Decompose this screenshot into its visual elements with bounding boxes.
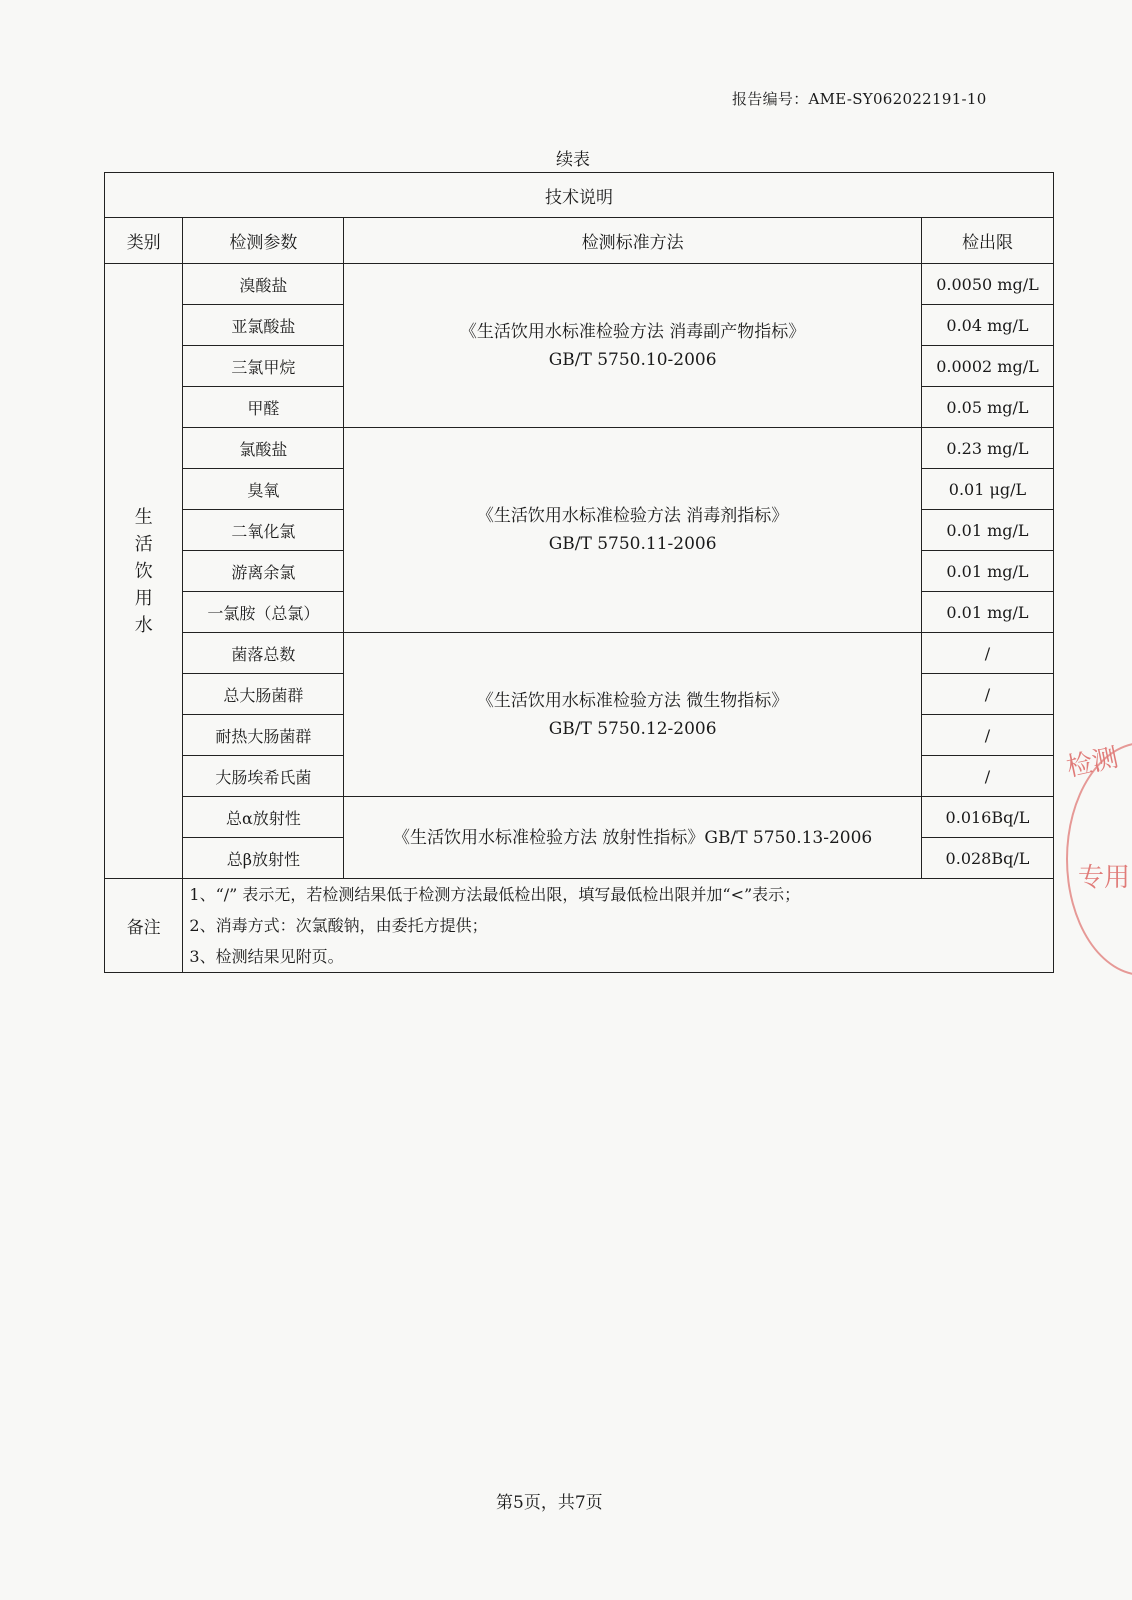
limit-cell: 0.23 mg/L xyxy=(921,428,1053,469)
parameter-cell: 二氧化氯 xyxy=(183,510,344,551)
parameter-cell: 总β放射性 xyxy=(183,838,344,879)
method-title: 《生活饮用水标准检验方法 消毒剂指标》 xyxy=(476,506,789,526)
limit-cell: 0.05 mg/L xyxy=(921,387,1053,428)
parameter-cell: 一氯胺（总氯） xyxy=(183,592,344,633)
notes-row xyxy=(105,879,1054,973)
limit-cell: 0.0002 mg/L xyxy=(921,346,1053,387)
limit-cell: 0.01 mg/L xyxy=(921,510,1053,551)
limit-cell: / xyxy=(921,715,1053,756)
header-limit: 检出限 xyxy=(921,218,1053,264)
limit-cell: 0.028Bq/L xyxy=(921,838,1053,879)
technical-table xyxy=(104,172,1054,973)
parameter-cell: 菌落总数 xyxy=(183,633,344,674)
limit-cell: 0.01 mg/L xyxy=(921,551,1053,592)
parameter-cell: 三氯甲烷 xyxy=(183,346,344,387)
table-row xyxy=(105,633,1054,674)
header-method: 检测标准方法 xyxy=(344,218,922,264)
method-cell xyxy=(344,264,922,428)
parameter-cell: 氯酸盐 xyxy=(183,428,344,469)
parameter-cell: 总大肠菌群 xyxy=(183,674,344,715)
method-title: 《生活饮用水标准检验方法 消毒副产物指标》 xyxy=(459,321,806,342)
continued-label: 续表 xyxy=(556,150,590,170)
parameter-cell: 臭氧 xyxy=(183,469,344,510)
limit-cell: 0.01 μg/L xyxy=(921,469,1053,510)
limit-cell: 0.016Bq/L xyxy=(921,797,1053,838)
header-parameter: 检测参数 xyxy=(183,218,344,264)
method-code: GB/T 5750.12-2006 xyxy=(548,718,717,739)
table-row xyxy=(105,797,1054,838)
limit-cell: 0.01 mg/L xyxy=(921,592,1053,633)
parameter-cell: 大肠埃希氏菌 xyxy=(183,756,344,797)
notes-cell xyxy=(183,879,1054,973)
method-cell xyxy=(344,797,922,879)
note-item: 1、“/” 表示无，若检测结果低于检测方法最低检出限，填写最低检出限并加“<”表示； xyxy=(189,885,801,904)
note-item: 3、检测结果见附页。 xyxy=(189,947,344,966)
table-row xyxy=(105,264,1054,305)
category-cell: 生 活 饮 用 水 xyxy=(105,264,183,879)
method-cell xyxy=(344,633,922,797)
parameter-cell: 总α放射性 xyxy=(183,797,344,838)
method-title: 《生活饮用水标准检验方法 微生物指标》 xyxy=(476,690,789,711)
limit-cell: / xyxy=(921,633,1053,674)
parameter-cell: 溴酸盐 xyxy=(183,264,344,305)
parameter-cell: 耐热大肠菌群 xyxy=(183,715,344,756)
method-code: GB/T 5750.10-2006 xyxy=(548,349,717,370)
page-number: 第5页，共7页 xyxy=(496,1493,603,1513)
report-number: 报告编号：AME-SY062022191-10 xyxy=(732,90,987,108)
note-item: 2、消毒方式：次氯酸钠，由委托方提供； xyxy=(189,916,488,935)
method-code: GB/T 5750.11-2006 xyxy=(548,534,717,554)
seal-stamp xyxy=(1063,742,1132,977)
method-cell xyxy=(344,428,922,633)
seal-text-bottom: 专用 xyxy=(1078,863,1131,893)
parameter-cell: 甲醛 xyxy=(183,387,344,428)
table-title: 技术说明 xyxy=(105,173,1054,218)
notes-label: 备注 xyxy=(105,879,183,973)
limit-cell: 0.04 mg/L xyxy=(921,305,1053,346)
limit-cell: / xyxy=(921,674,1053,715)
parameter-cell: 游离余氯 xyxy=(183,551,344,592)
parameter-cell: 亚氯酸盐 xyxy=(183,305,344,346)
table-row xyxy=(105,428,1054,469)
method-title: 《生活饮用水标准检验方法 放射性指标》GB/T 5750.13-2006 xyxy=(392,827,873,848)
header-category: 类别 xyxy=(105,218,183,264)
limit-cell: / xyxy=(921,756,1053,797)
seal-text-top: 检测 xyxy=(1063,742,1122,784)
limit-cell: 0.0050 mg/L xyxy=(921,264,1053,305)
